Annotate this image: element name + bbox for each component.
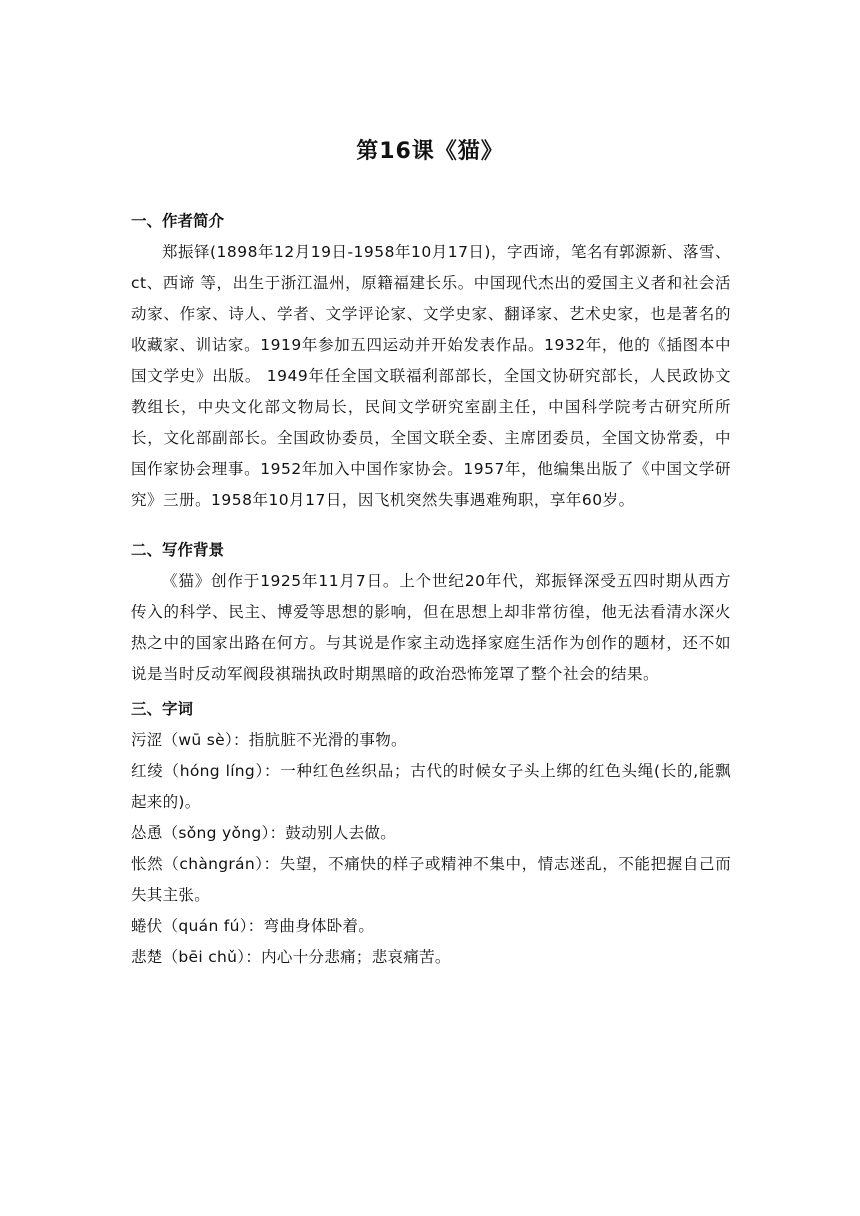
section-heading-vocab: 三、字词 (131, 700, 194, 718)
background-paragraph: 《猫》创作于1925年11月7日。上个世纪20年代，郑振铎深受五四时期从西方传入的科学、民主、博爱等思想的影响，但在思想上却非常彷徨，他无法看清水深火热之中的国家出路在何方。与其说是作家主动选择家庭生活作为创作的题材，还不如说是当时反动军阀段祺瑞执政时期黑暗的政治恐怖笼罩了整个社会的结果。 (131, 572, 731, 683)
vocab-item: 红绫（hóng líng）：一种红色丝织品；古代的时候女子头上绑的红色头绳(长的,能飘起来的)。 (131, 762, 731, 811)
section-heading-background: 二、写作背景 (131, 541, 225, 559)
section-heading-author: 一、作者简介 (131, 212, 225, 230)
section-spacer (131, 516, 731, 535)
vocab-item: 污涩（wū sè）：指肮脏不光滑的事物。 (131, 731, 407, 749)
vocab-item: 怂恿（sǒng yǒng）：鼓动别人去做。 (131, 824, 397, 842)
page-title: 第16课《猫》 (356, 139, 504, 164)
vocab-item: 怅然（chàngrán）：失望，不痛快的样子或精神不集中，情志迷乱，不能把握自己而失其主张。 (131, 855, 731, 904)
vocab-list (131, 725, 731, 973)
vocab-item: 蜷伏（quán fú）：弯曲身体卧着。 (131, 917, 375, 935)
document-body (131, 206, 731, 973)
author-paragraph: 郑振铎(1898年12月19日-1958年10月17日)，字西谛，笔名有郭源新、落雪、ct、西谛 等，出生于浙江温州，原籍福建长乐。中国现代杰出的爱国主义者和社会活动家、作家、诗人、学者、文学评论家、文学史家、翻译家、艺术史家，也是著名的收藏家、训诂家。1919年参加五四运动并开始发表作品。1932年，他的《插图本中国文学史》出版。 1949年任全国文联福利部部长，全国文协研究部长，人民政协文教组长，中央文化部文物局长，民间文学研究室副主任，中国科学院考古研究所所长，文化部副部长。全国政协委员，全国文联全委、主席团委员，全国文协常委，中国作家协会理事。1952年加入中国作家协会。1957年，他编集出版了《中国文学研究》三册。1958年10月17日，因飞机突然失事遇难殉职，享年60岁。 (131, 243, 731, 509)
vocab-item: 悲楚（bēi chǔ）：内心十分悲痛；悲哀痛苦。 (131, 948, 451, 966)
